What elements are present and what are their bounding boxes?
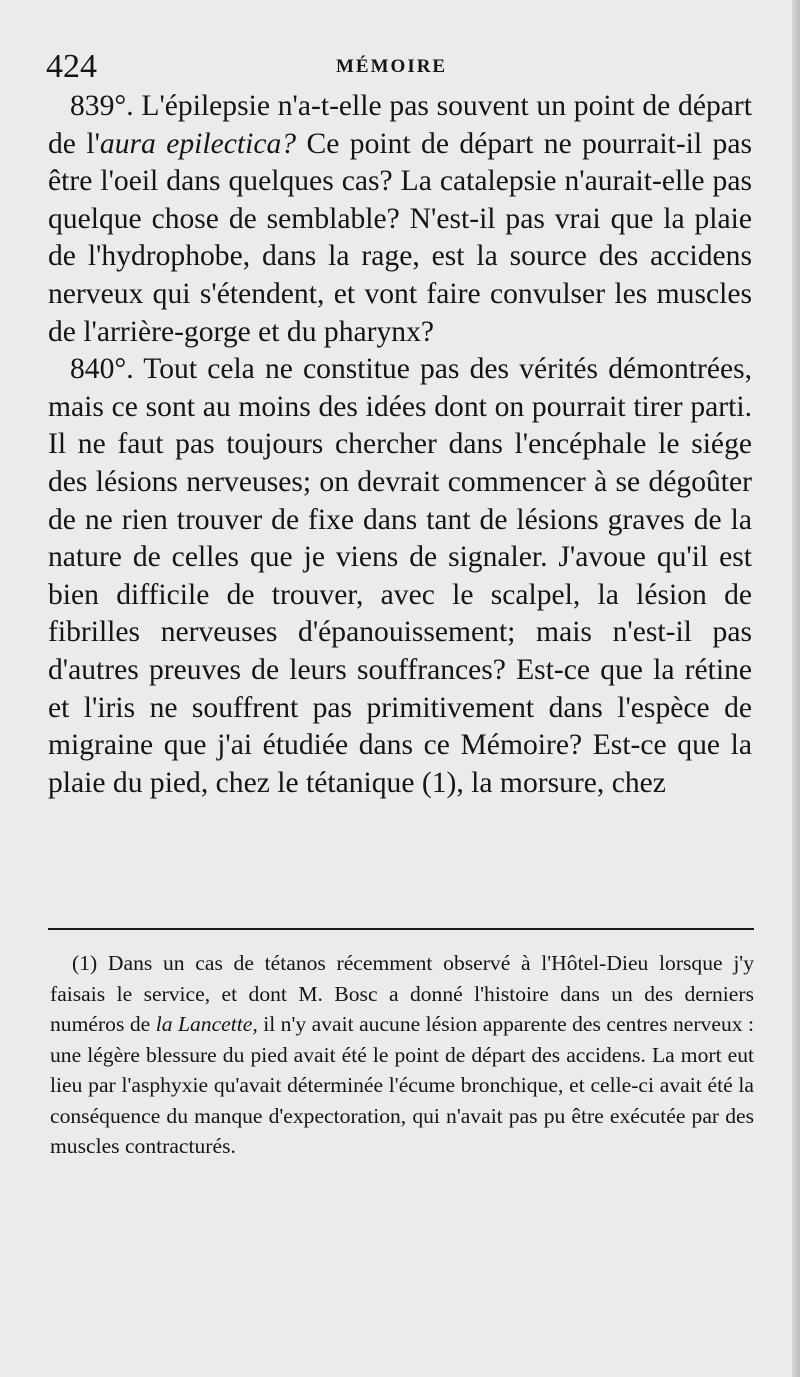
footnote-1-end: il n'y avait aucune lésion apparente des centres nerveux : une légère blessure du pied avait été le point de départ des accidens. La mort eut lieu par l'asphyxie qu'avait déterminée l'écume bronchique, et celle-ci avait été la conséquence du manque d'expectoration, qui n'avait pas pu être exécutée par des muscles contracturés.: [50, 1012, 755, 1158]
main-text: [48, 88, 752, 802]
footnote-1: [50, 948, 754, 1162]
footnote: [50, 948, 754, 1162]
paragraph-839-start: 839°. L'épilepsie n'a-t-elle pas souvent un point de départ de l': [48, 90, 752, 160]
page-edge-shadow: [792, 0, 800, 1377]
footnote-1-italic: la Lancette,: [155, 1012, 258, 1036]
page-header: [46, 44, 752, 90]
paragraph-839: [48, 88, 752, 351]
footnote-rule: [48, 928, 754, 930]
paragraph-839-italic: aura epilectica?: [99, 127, 297, 160]
paragraph-840: 840°. Tout cela ne constitue pas des vérités démontrées, mais ce sont au moins des idées dont on pourrait tirer parti. Il ne faut pas toujours chercher dans l'encéphale le siége des lésions nerveuses; on devrait commencer à se dégoûter de ne rien trouver de fixe dans tant de lésions graves de la nature de celles que je viens de signaler. J'avoue qu'il est bien difficile de trouver, avec le scalpel, la lésion de fibrilles nerveuses d'épanouissement; mais n'est-il pas d'autres preuves de leurs souffrances? Est-ce que la rétine et l'iris ne souffrent pas primitivement dans l'espèce de migraine que j'ai étudiée dans ce Mémoire? Est-ce que la plaie du pied, chez le tétanique (1), la morsure, chez: [48, 353, 752, 799]
page-number: 424: [46, 48, 97, 85]
running-head: MÉMOIRE: [336, 56, 448, 77]
footnote-1-start: (1) Dans un cas de tétanos récemment observé à l'Hôtel-Dieu lorsque j'y faisais le service, et dont M. Bosc a donné l'histoire dans un des derniers numéros de: [50, 951, 754, 1036]
paragraph-839-end: Ce point de départ ne pourrait-il pas être l'oeil dans quelques cas? La catalepsie n'aurait-elle pas quelque chose de semblable? N'est-il pas vrai que la plaie de l'hydrophobe, dans la rage, est la source des accidens nerveux qui s'étendent, et vont faire convulser les muscles de l'arrière-gorge et du pharynx?: [48, 127, 752, 348]
